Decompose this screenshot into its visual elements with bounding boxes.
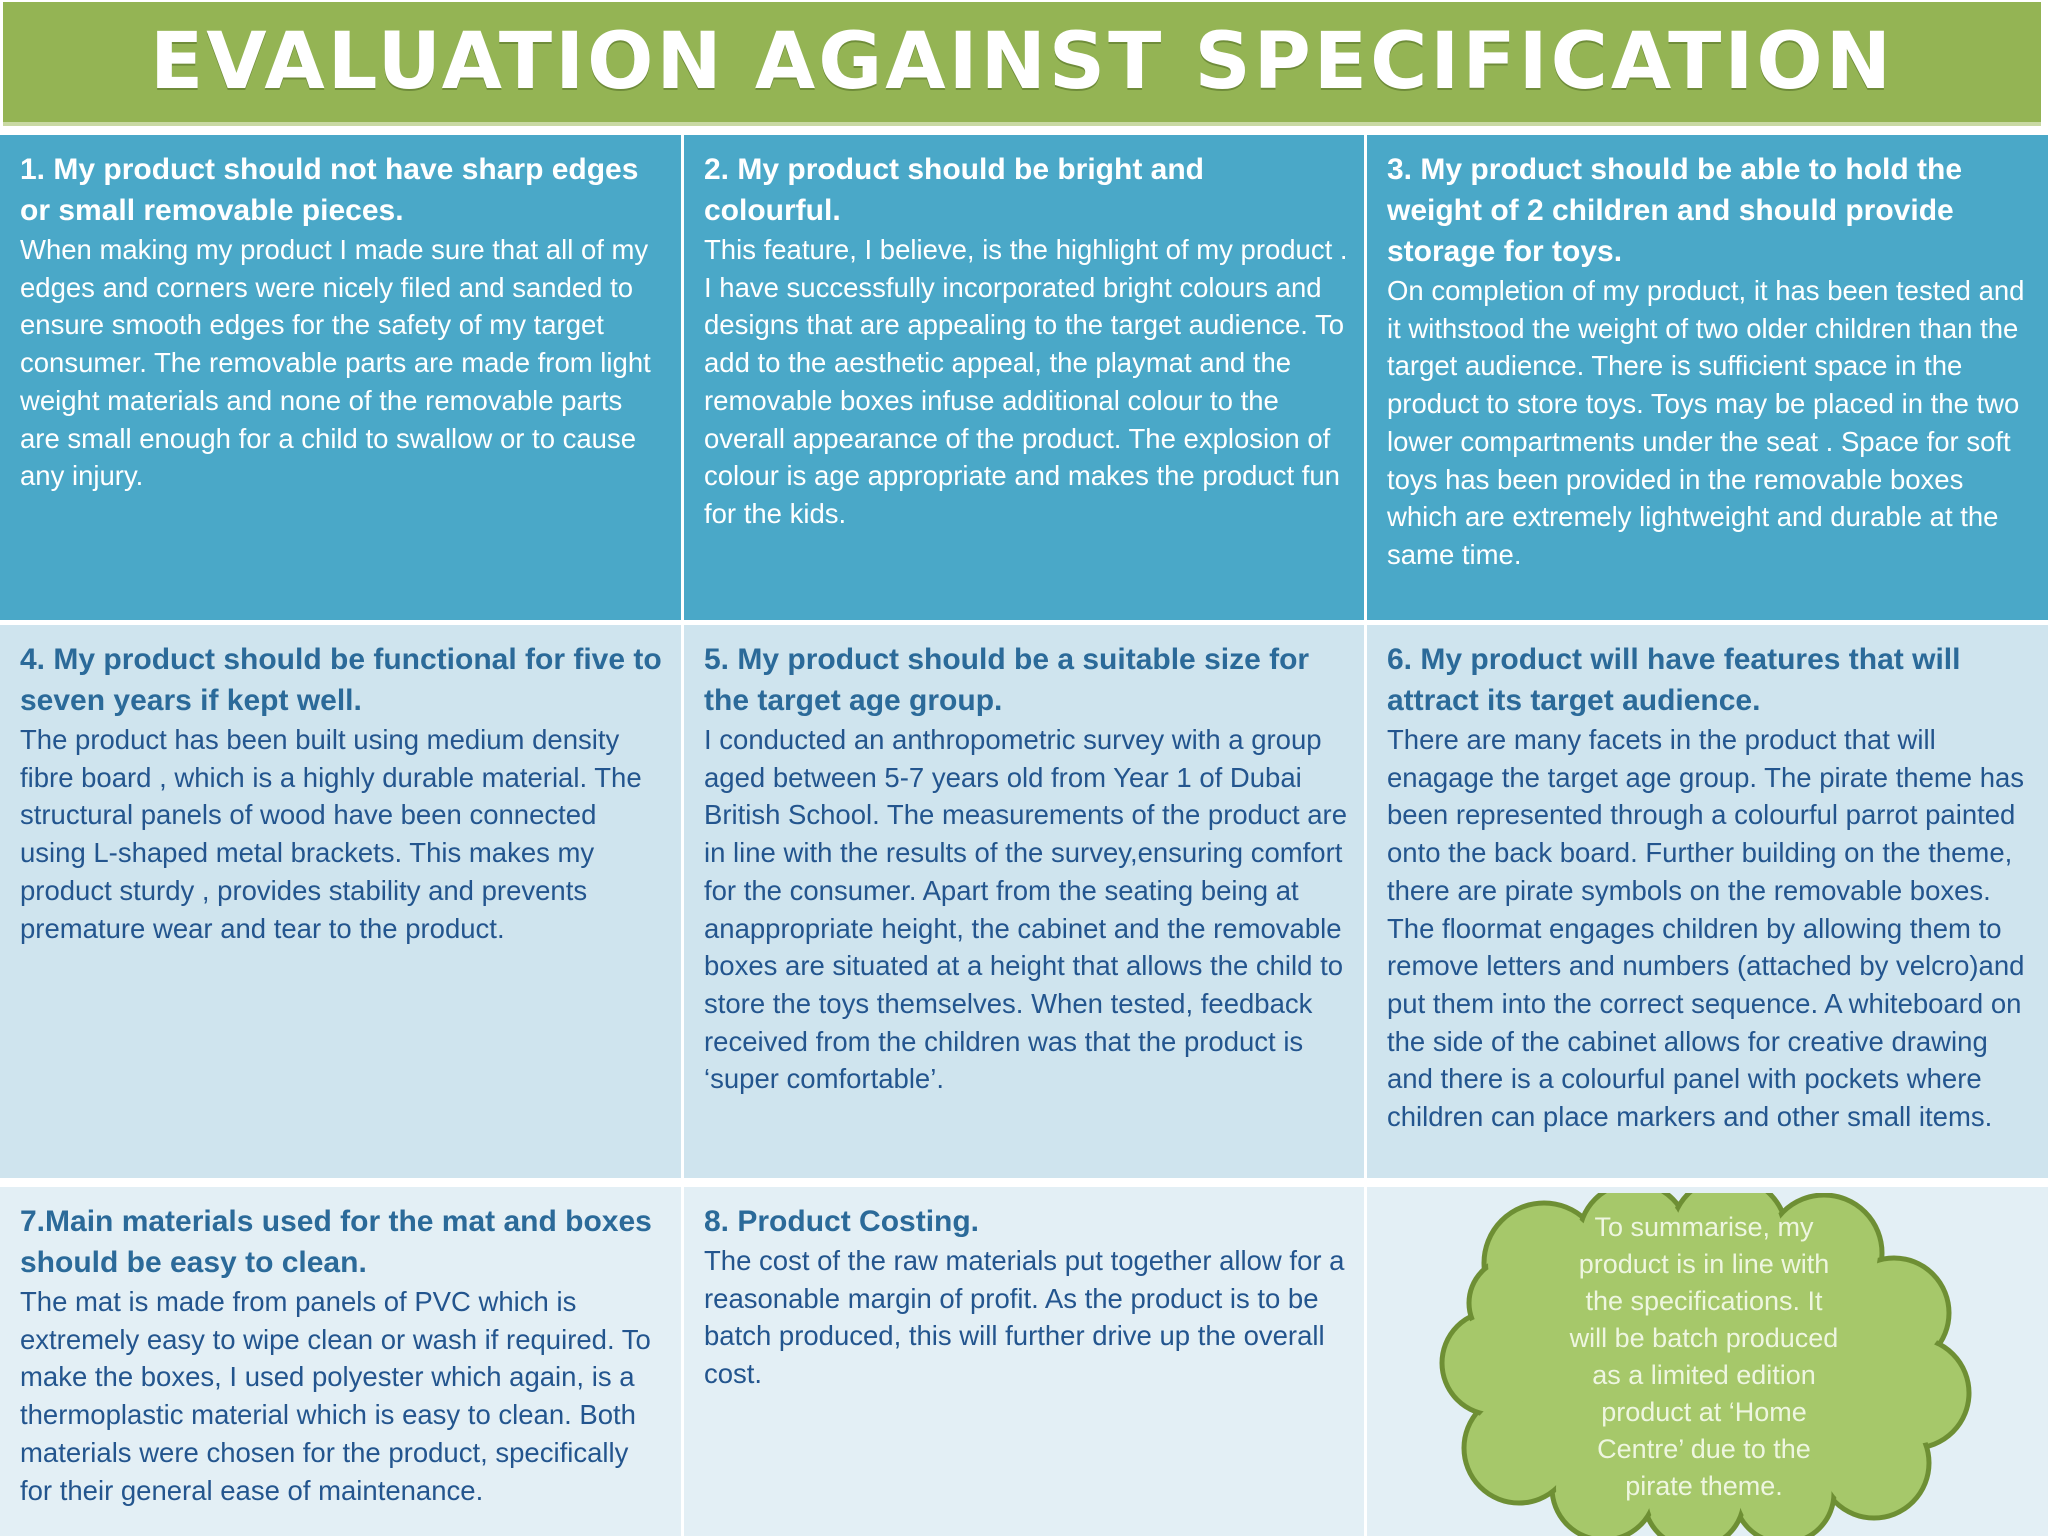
spec-heading: 7.Main materials used for the mat and boxes should be easy to clean. <box>20 1205 652 1279</box>
spec-cell-4 <box>0 625 681 1178</box>
page-title: EVALUATION AGAINST SPECIFICATION <box>149 17 1895 107</box>
spec-body: The product has been built using medium density fibre board , which is a highly durable material. The structural panels of wood have been connected using L-shaped metal brackets. This makes my product sturdy , provides stability and prevents premature wear and tear to the product. <box>20 724 642 944</box>
spec-body: This feature, I believe, is the highlight of my product . I have successfully incorporated bright colours and designs that are appealing to the target audience. To add to the aesthetic appeal, the playmat and the removable boxes infuse additional colour to the overall appearance of the product. The explosion of colour is age appropriate and makes the product fun for the kids. <box>704 234 1348 529</box>
spec-cell-2 <box>684 135 1364 620</box>
spec-body: The mat is made from panels of PVC which is extremely easy to wipe clean or wash if required. To make the boxes, I used polyester which again, is a thermoplastic material which is easy to clean. Both materials were chosen for the product, specifically for their general ease of maintenance. <box>20 1286 651 1506</box>
summary-cell <box>1367 1187 2048 1536</box>
spec-cell-3 <box>1367 135 2048 620</box>
spec-grid <box>0 135 2048 1536</box>
spec-heading: 5. My product should be a suitable size for the target age group. <box>704 643 1310 717</box>
spec-heading: 2. My product should be bright and colourful. <box>704 153 1204 227</box>
title-banner <box>3 2 2041 126</box>
spec-body: On completion of my product, it has been tested and it withstood the weight of two older children than the target audience. There is sufficient space in the product to store toys. Toys may be placed in the two lower compartments under the seat . Space for soft toys has been provided in the removable boxes which are extremely lightweight and durable at the same time. <box>1387 275 2025 570</box>
spec-heading: 4. My product should be functional for five to seven years if kept well. <box>20 643 662 717</box>
spec-cell-1 <box>0 135 681 620</box>
spec-body: There are many facets in the product that will enagage the target age group. The pirate theme has been represented through a colourful parrot painted onto the back board. Further building on the theme, there are pirate symbols on the removable boxes. The floormat engages children by allowing them to remove letters and numbers (attached by velcro)and put them into the correct sequence. A whiteboard on the side of the cabinet allows for creative drawing and there is a colourful panel with pockets where children can place markers and other small items. <box>1387 724 2025 1133</box>
spec-cell-6 <box>1367 625 2048 1178</box>
spec-heading: 8. Product Costing. <box>704 1205 980 1238</box>
spec-heading: 1. My product should not have sharp edges or small removable pieces. <box>20 153 639 227</box>
summary-text: To summarise, my product is in line with the specifications. It will be batch produced as a limited edition product at ‘Home Centre’ due to the pirate theme. <box>1569 1212 1839 1501</box>
spec-body: When making my product I made sure that all of my edges and corners were nicely filed and sanded to ensure smooth edges for the safety of my target consumer. The removable parts are made from light weight materials and none of the removable parts are small enough for a child to swallow or to cause any injury. <box>20 234 651 492</box>
spec-heading: 6. My product will have features that will attract its target audience. <box>1387 643 1961 717</box>
spec-body: The cost of the raw materials put together allow for a reasonable margin of profit. As the product is to be batch produced, this will further drive up the overall cost. <box>704 1245 1345 1390</box>
spec-cell-5 <box>684 625 1364 1178</box>
summary-cloud <box>1424 1193 1984 1536</box>
spec-cell-8 <box>684 1187 1364 1536</box>
spec-cell-7 <box>0 1187 681 1536</box>
spec-body: I conducted an anthropometric survey with a group aged between 5-7 years old from Year 1 of Dubai British School. The measurements of the product are in line with the results of the survey,ensuring comfort for the consumer. Apart from the seating being at anappropriate height, the cabinet and the removable boxes are situated at a height that allows the child to store the toys themselves. When tested, feedback received from the children was that the product is ‘super comfortable’. <box>704 724 1348 1095</box>
spec-heading: 3. My product should be able to hold the weight of 2 children and should provide storage for toys. <box>1387 153 1963 268</box>
